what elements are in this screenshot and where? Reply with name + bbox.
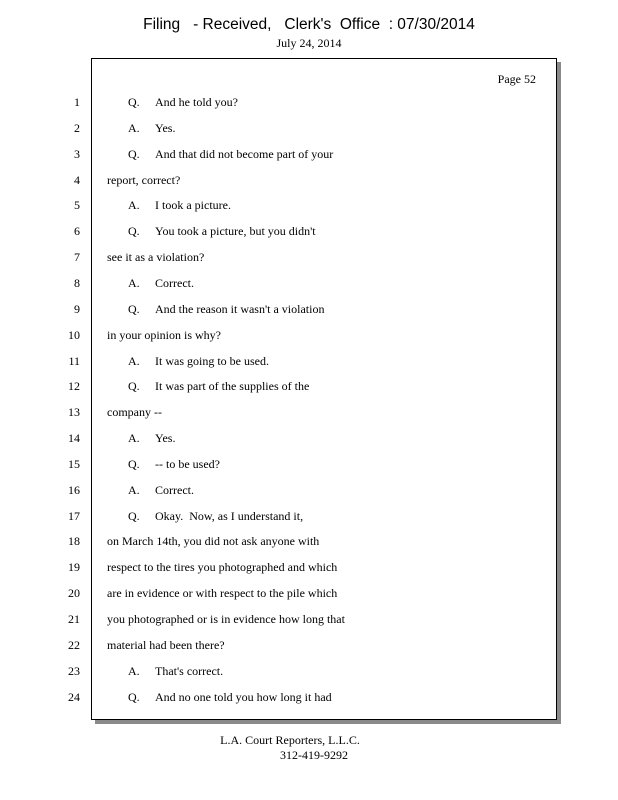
line-speaker: A.	[128, 354, 140, 368]
line-speaker: A.	[128, 198, 140, 212]
line-number: 10	[68, 328, 80, 342]
line-speaker: A.	[128, 121, 140, 135]
line-text: are in evidence or with respect to the pile which	[107, 586, 338, 600]
line-number: 22	[68, 638, 80, 652]
deposition-date: July 24, 2014	[276, 36, 342, 50]
line-number: 19	[68, 560, 80, 574]
line-number: 12	[68, 379, 80, 393]
line-text: company --	[107, 405, 162, 419]
line-text: see it as a violation?	[107, 250, 205, 264]
line-text: And the reason it wasn't a violation	[155, 302, 325, 316]
line-text: It was going to be used.	[155, 354, 269, 368]
line-number: 15	[68, 457, 80, 471]
line-text: you photographed or is in evidence how long that	[107, 612, 345, 626]
page-number: Page 52	[497, 72, 536, 86]
line-number: 5	[74, 198, 80, 212]
line-text: Correct.	[155, 276, 194, 290]
line-text: on March 14th, you did not ask anyone with	[107, 534, 320, 548]
line-speaker: A.	[128, 664, 140, 678]
line-number: 17	[68, 509, 80, 523]
line-number: 23	[68, 664, 80, 678]
line-number: 9	[74, 302, 80, 316]
line-text: Correct.	[155, 483, 194, 497]
line-number: 7	[74, 250, 80, 264]
line-text: respect to the tires you photographed and which	[107, 560, 338, 574]
line-text: in your opinion is why?	[107, 328, 221, 342]
line-speaker: Q.	[128, 224, 140, 238]
line-text: It was part of the supplies of the	[155, 379, 310, 393]
line-text: And no one told you how long it had	[155, 690, 332, 704]
line-number: 16	[68, 483, 80, 497]
line-speaker: Q.	[128, 690, 140, 704]
line-speaker: Q.	[128, 302, 140, 316]
line-number: 21	[68, 612, 80, 626]
line-number: 2	[74, 121, 80, 135]
line-text: And he told you?	[155, 95, 238, 109]
line-text: Yes.	[155, 431, 176, 445]
line-speaker: A.	[128, 431, 140, 445]
line-number: 24	[68, 690, 80, 704]
line-speaker: Q.	[128, 457, 140, 471]
line-number: 11	[68, 354, 80, 368]
line-text: Yes.	[155, 121, 176, 135]
filing-stamp-header: Filing - Received, Clerk's Office : 07/30/2014	[143, 16, 475, 33]
footer-phone: 312-419-9292	[280, 748, 348, 762]
line-speaker: Q.	[128, 95, 140, 109]
line-number: 8	[74, 276, 80, 290]
line-number: 3	[74, 147, 80, 161]
line-number: 1	[74, 95, 80, 109]
footer-firm: L.A. Court Reporters, L.L.C.	[220, 733, 360, 747]
line-speaker: A.	[128, 276, 140, 290]
line-text: -- to be used?	[155, 457, 220, 471]
line-text: report, correct?	[107, 173, 181, 187]
line-speaker: A.	[128, 483, 140, 497]
line-number: 18	[68, 534, 80, 548]
line-text: You took a picture, but you didn't	[155, 224, 316, 238]
line-speaker: Q.	[128, 379, 140, 393]
line-number: 20	[68, 586, 80, 600]
line-text: That's correct.	[155, 664, 224, 678]
line-text: And that did not become part of your	[155, 147, 334, 161]
line-speaker: Q.	[128, 147, 140, 161]
line-number: 6	[74, 224, 80, 238]
line-text: I took a picture.	[155, 198, 231, 212]
line-text: material had been there?	[107, 638, 225, 652]
line-text: Okay. Now, as I understand it,	[155, 509, 304, 523]
line-number: 14	[68, 431, 80, 445]
line-number: 13	[68, 405, 80, 419]
line-speaker: Q.	[128, 509, 140, 523]
line-number: 4	[74, 173, 80, 187]
